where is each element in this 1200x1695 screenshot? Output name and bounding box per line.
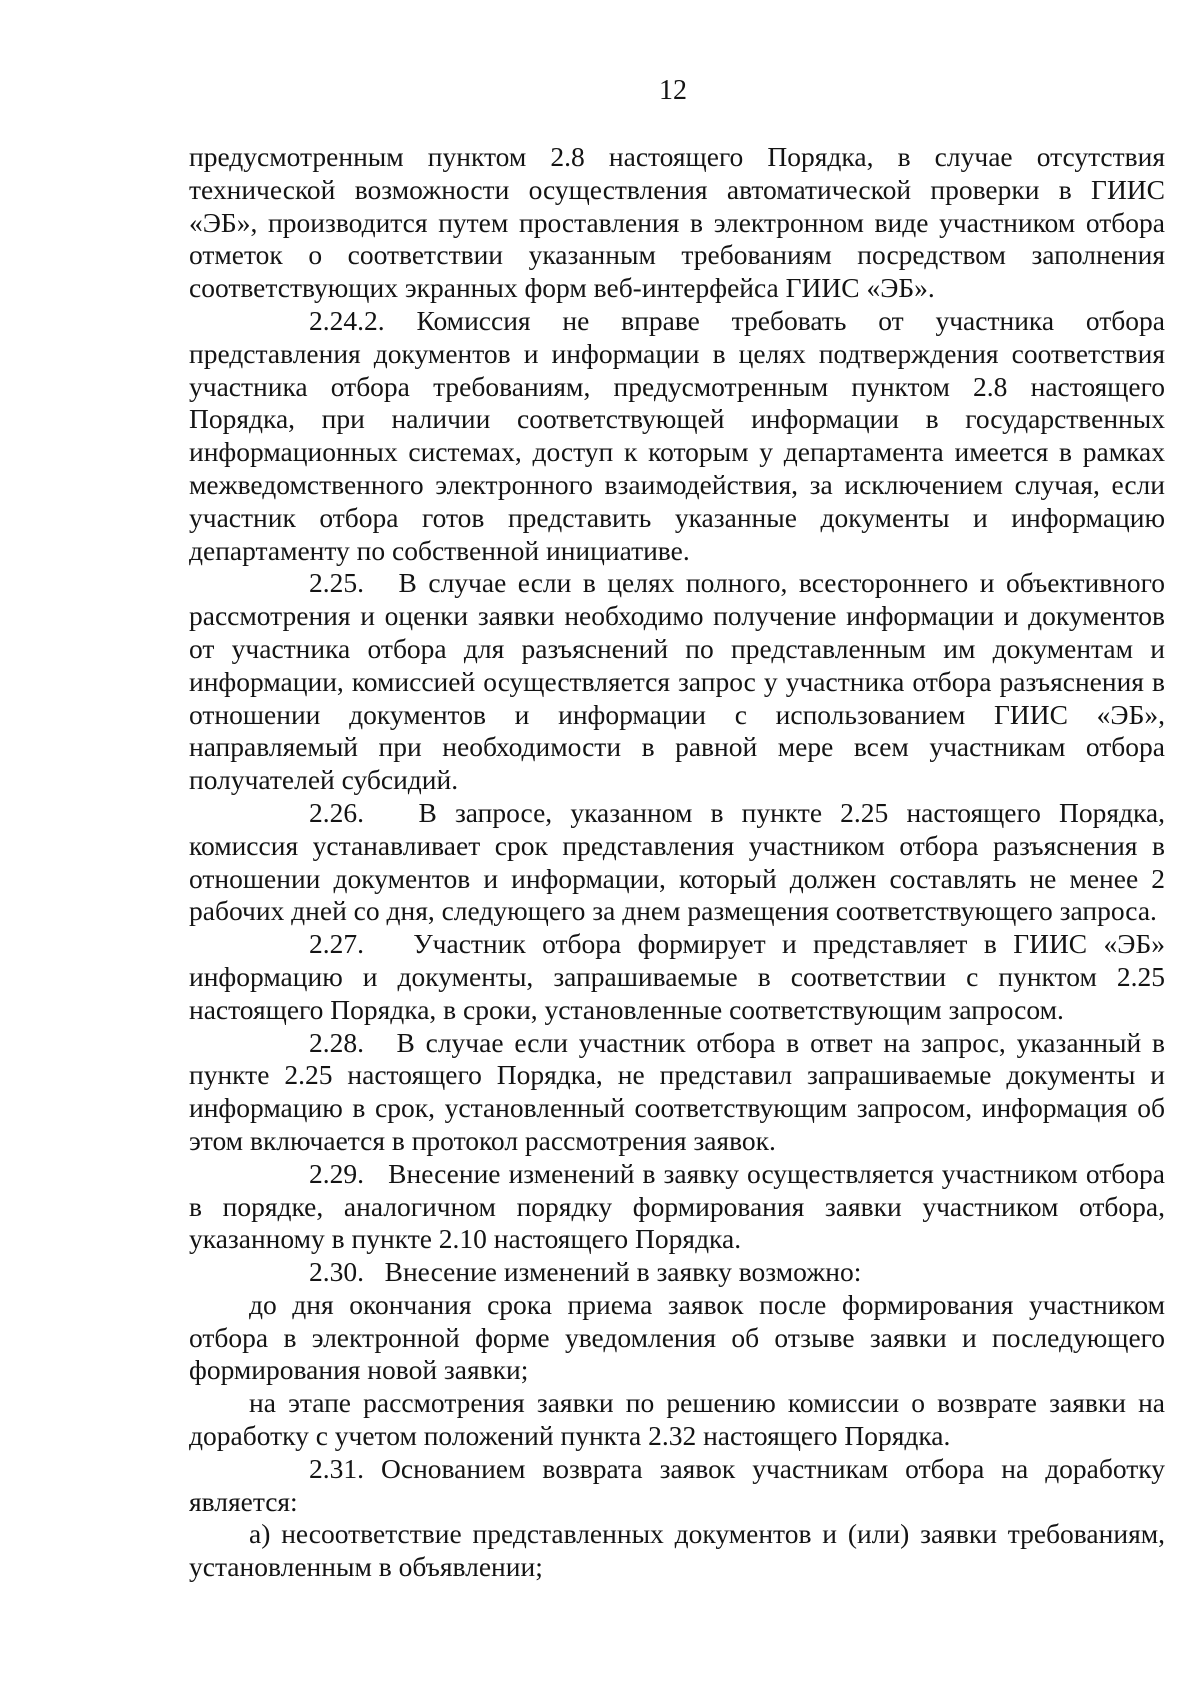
document-body — [189, 141, 1165, 1584]
paragraph-text: Основанием возврата заявок участникам отбора на доработку является: — [189, 1452, 1166, 1517]
paragraph-2-30 — [189, 1256, 1165, 1289]
paragraph-2-31 — [189, 1453, 1165, 1519]
paragraph-2-26 — [189, 797, 1165, 928]
paragraph-number: 2.25. — [309, 567, 364, 599]
paragraph-text: на этапе рассмотрения заявки по решению комиссии о возврате заявки на доработку с учетом положений пункта 2.32 настоящего Порядка. — [189, 1387, 1165, 1452]
paragraph-2-27 — [189, 928, 1165, 1026]
page-number: 12 — [659, 75, 687, 106]
paragraph-text: В запросе, указанном в пункте 2.25 настоящего Порядка, комиссия устанавливает срок представления участником отбора разъяснения в отношении документов и информации, который должен составлять не менее 2 рабочих дней со дня, следующего за днем размещения соответствующего запроса. — [189, 796, 1166, 927]
paragraph-2-24-2 — [189, 305, 1165, 567]
paragraph-number: 2.27. — [309, 928, 364, 960]
paragraph-2-31-item-a — [189, 1518, 1165, 1584]
paragraph-text: а) несоответствие представленных документов и (или) заявки требованиям, установленным в объявлении; — [189, 1518, 1165, 1583]
paragraph-2-30-item-1 — [189, 1289, 1165, 1387]
paragraph-text: В случае если в целях полного, всестороннего и объективного рассмотрения и оценки заявки необходимо получение информации и документов от участника отбора для разъяснений по представленным им документам и информации, комиссией осуществляется запрос у участника отбора разъяснения в отношении документов и информации с использованием ГИИС «ЭБ», направляемый при необходимости в равной мере всем участникам отбора получателей субсидий. — [189, 567, 1166, 796]
paragraph-number: 2.31. — [309, 1452, 364, 1484]
paragraph-2-29 — [189, 1158, 1165, 1256]
paragraph-2-30-item-2 — [189, 1387, 1165, 1453]
paragraph-text: Внесение изменений в заявку возможно: — [384, 1256, 862, 1288]
paragraph-text: предусмотренным пунктом 2.8 настоящего Порядка, в случае отсутствия технической возможности осуществления автоматической проверки в ГИИС «ЭБ», производится путем проставления в электронном виде участником отбора отметок о соответствии указанным требованиям посредством заполнения соответствующих экранных форм веб-интерфейса ГИИС «ЭБ». — [189, 141, 1165, 304]
paragraph-number: 2.28. — [309, 1026, 364, 1058]
paragraph-text: Участник отбора формирует и представляет в ГИИС «ЭБ» информацию и документы, запрашиваемые в соответствии с пунктом 2.25 настоящего Порядка, в сроки, установленные соответствующим запросом. — [189, 928, 1165, 1025]
paragraph-continuation — [189, 141, 1165, 305]
paragraph-number: 2.24.2. — [309, 304, 385, 336]
paragraph-text: до дня окончания срока приема заявок после формирования участником отбора в электронной форме уведомления об отзыве заявки и последующего формирования новой заявки; — [189, 1288, 1165, 1386]
paragraph-number: 2.29. — [309, 1157, 364, 1189]
paragraph-text: Внесение изменений в заявку осуществляется участником отбора в порядке, аналогичном порядку формирования заявки участником отбора, указанному в пункте 2.10 настоящего Порядка. — [189, 1157, 1165, 1255]
paragraph-2-25 — [189, 567, 1165, 797]
paragraph-number: 2.26. — [309, 796, 364, 828]
paragraph-text: Комиссия не вправе требовать от участника отбора представления документов и информации в целях подтверждения соответствия участника отбора требованиям, предусмотренным пунктом 2.8 настоящего Порядка, при наличии соответствующей информации в государственных информационных системах, доступ к которым у департамента имеется в рамках межведомственного электронного взаимодействия, за исключением случая, если участник отбора готов представить указанные документы и информацию департаменту по собственной инициативе. — [189, 304, 1165, 566]
paragraph-text: В случае если участник отбора в ответ на запрос, указанный в пункте 2.25 настоящего Порядка, не представил запрашиваемые документы и информацию в срок, установленный соответствующим запросом, информация об этом включается в протокол рассмотрения заявок. — [189, 1026, 1166, 1156]
paragraph-2-28 — [189, 1027, 1165, 1158]
paragraph-number: 2.30. — [309, 1256, 364, 1288]
